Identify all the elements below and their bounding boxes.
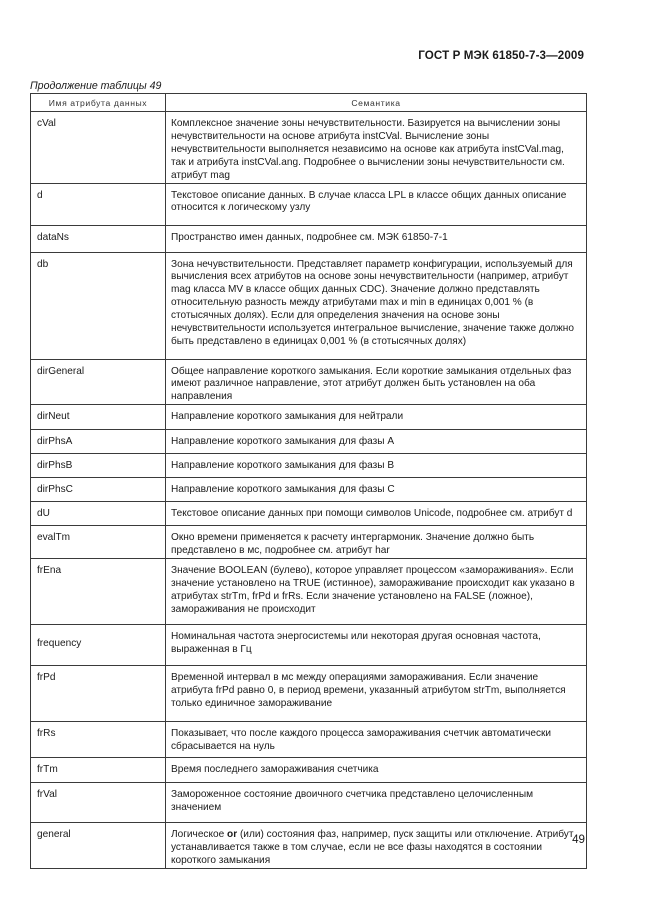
attribute-name: d <box>31 183 166 225</box>
attribute-semantics: Показывает, что после каждого процесса замораживания счетчик автоматически сбрасывается на нуль <box>166 722 587 758</box>
attribute-name: frequency <box>31 625 166 666</box>
table-row <box>31 183 587 225</box>
table-row <box>31 666 587 722</box>
attribute-semantics: Пространство имен данных, подробнее см. МЭК 61850-7-1 <box>166 225 587 252</box>
attribute-semantics: Общее направление короткого замыкания. Если короткие замыкания отдельных фаз имеют различное направление, этот атрибут должен быть установлен на оба направления <box>166 359 587 405</box>
attribute-name: cVal <box>31 112 166 184</box>
attribute-semantics <box>166 823 587 869</box>
attribute-name: dirPhsC <box>31 478 166 502</box>
table-row <box>31 625 587 666</box>
attribute-name: general <box>31 823 166 869</box>
table-row <box>31 783 587 823</box>
attribute-name: frVal <box>31 783 166 823</box>
attribute-semantics: Замороженное состояние двоичного счетчика представлено целочисленным значением <box>166 783 587 823</box>
column-header-semantics: Семантика <box>166 94 587 112</box>
semantics-bold-term: or <box>227 829 238 841</box>
table-caption: Продолжение таблицы 49 <box>30 80 162 92</box>
table-header-row <box>31 94 587 112</box>
attribute-semantics: Направление короткого замыкания для фазы А <box>166 430 587 454</box>
attribute-table <box>30 93 587 869</box>
attribute-name: frRs <box>31 722 166 758</box>
attribute-semantics: Направление короткого замыкания для нейтрали <box>166 405 587 430</box>
table-row <box>31 722 587 758</box>
attribute-name: dirNeut <box>31 405 166 430</box>
attribute-name: frEna <box>31 559 166 625</box>
attribute-name: frPd <box>31 666 166 722</box>
attribute-name: dU <box>31 502 166 526</box>
table-row <box>31 559 587 625</box>
attribute-semantics: Временной интервал в мс между операциями замораживания. Если значение атрибута frPd равно 0, в период времени, указанный атрибутом strTm, выполняется только единичное замораживание <box>166 666 587 722</box>
semantics-text: Логическое <box>171 829 228 841</box>
attribute-semantics: Направление короткого замыкания для фазы В <box>166 454 587 478</box>
document-header: ГОСТ Р МЭК 61850-7-3—2009 <box>418 49 584 62</box>
table-row <box>31 112 587 184</box>
page-number: 49 <box>572 833 585 846</box>
attribute-semantics: Окно времени применяется к расчету интергармоник. Значение должно быть представлено в мс, подробнее см. атрибут har <box>166 526 587 559</box>
attribute-semantics: Текстовое описание данных. В случае класса LPL в классе общих данных описание относится к логическому узлу <box>166 183 587 225</box>
table-row <box>31 405 587 430</box>
attribute-semantics: Направление короткого замыкания для фазы С <box>166 478 587 502</box>
table-row <box>31 478 587 502</box>
table-row <box>31 454 587 478</box>
semantics-text: (или) состояния фаз, например, пуск защиты или отключение. Атрибут устанавливается также в том случае, если не все фазы находятся в состоянии короткого замыкания <box>171 829 574 866</box>
table-row <box>31 252 587 359</box>
table-row <box>31 526 587 559</box>
table-row <box>31 502 587 526</box>
attribute-semantics: Значение BOOLEAN (булево), которое управляет процессом «замораживания». Если значение установлено на TRUE (истинное), замораживание происходит как указано в атрибутах strTm, frPd и frRs. Если значение установлено на FALSE (ложное), замораживания не происходит <box>166 559 587 625</box>
attribute-name: dirGeneral <box>31 359 166 405</box>
attribute-name: dirPhsA <box>31 430 166 454</box>
attribute-semantics: Время последнего замораживания счетчика <box>166 758 587 783</box>
attribute-semantics: Зона нечувствительности. Представляет параметр конфигурации, используемый для вычисления всех атрибутов на основе зоны нечувствительности (например, атрибут mag класса MV в классе общих данных CDC). Значение должно представлять относительную разность между атрибутами max и min в единицах 0,001 % (в стотысячных долях). Если для определения значения на основе зоны нечувствительности используется интегральное вычисление, значение также должно быть представлено в единицах 0,001 % (в стотысячных долях) <box>166 252 587 359</box>
attribute-name: evalTm <box>31 526 166 559</box>
attribute-semantics: Текстовое описание данных при помощи символов Unicode, подробнее см. атрибут d <box>166 502 587 526</box>
table-row <box>31 430 587 454</box>
attribute-name: dataNs <box>31 225 166 252</box>
table-row <box>31 225 587 252</box>
table-row <box>31 758 587 783</box>
attribute-semantics: Номинальная частота энергосистемы или некоторая другая основная частота, выраженная в Гц <box>166 625 587 666</box>
column-header-name: Имя атрибута данных <box>31 94 166 112</box>
attribute-name: dirPhsB <box>31 454 166 478</box>
attribute-name: frTm <box>31 758 166 783</box>
table-row <box>31 359 587 405</box>
attribute-semantics: Комплексное значение зоны нечувствительности. Базируется на вычислении зоны нечувствительности на основе атрибута instCVal. Вычисление зоны нечувствительности выполняется независимо на основе как атрибута instCVal.mag, так и атрибута instCVal.ang. Подробнее о вычислении зоны нечувствительности см. атрибут mag <box>166 112 587 184</box>
table-row <box>31 823 587 869</box>
attribute-name: db <box>31 252 166 359</box>
